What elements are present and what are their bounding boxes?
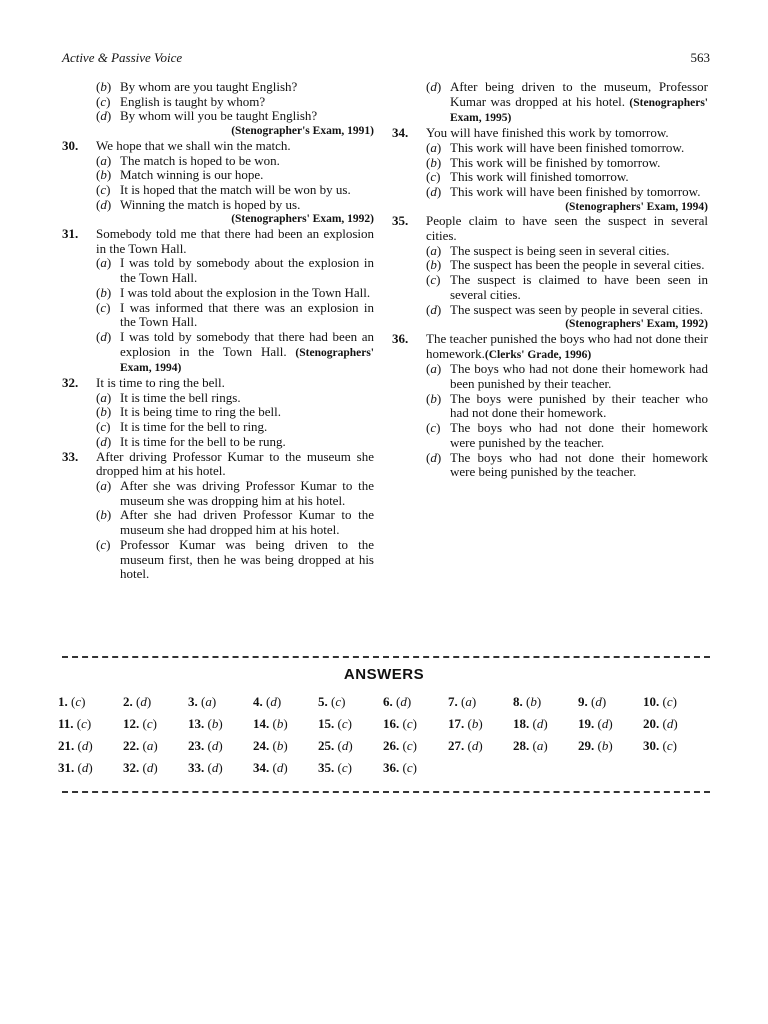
option-text: The suspect has been the people in several cities. xyxy=(450,257,705,273)
answer-item: 22. (a) xyxy=(123,738,158,753)
option-text: I was told by somebody that there had been an explosion in the Town Hall. (Stenographers' Exam, 1994) xyxy=(120,328,374,375)
question-text: People claim to have seen the suspect in several cities. xyxy=(426,213,708,244)
page-header xyxy=(62,50,710,68)
answer-item: 24. (b) xyxy=(253,738,288,753)
answer-item: 28. (a) xyxy=(513,738,548,753)
answer-item: 29. (b) xyxy=(578,738,613,753)
option-text: It is hoped that the match will be won by us. xyxy=(120,181,351,197)
option-text: This work will have been finished tomorrow. xyxy=(450,139,685,155)
answer-option xyxy=(62,256,374,285)
option-letter: (a) xyxy=(96,477,112,493)
option-letter: (d) xyxy=(96,433,112,449)
answer-option xyxy=(62,405,374,420)
question-text: It is time to ring the bell. xyxy=(96,375,225,391)
answer-option xyxy=(62,168,374,183)
option-text: The boys were punished by their teacher who had not done their homework. xyxy=(450,390,708,421)
answer-item: 14. (b) xyxy=(253,716,288,731)
question-number: 32. xyxy=(62,375,79,391)
answer-item: 11. (c) xyxy=(58,716,92,731)
exam-source: (Stenographer's Exam, 1991) xyxy=(231,125,374,138)
dashed-divider-bottom xyxy=(62,791,710,793)
option-text: Match winning is our hope. xyxy=(120,167,264,183)
left-column xyxy=(62,80,374,582)
option-text: It is time the bell rings. xyxy=(120,389,241,405)
option-letter: (b) xyxy=(426,390,442,406)
option-letter: (a) xyxy=(426,361,442,377)
question-number: 35. xyxy=(392,213,409,229)
option-text: After she had driven Professor Kumar to the museum she had dropped him at his hotel. xyxy=(120,507,374,538)
answer-option xyxy=(392,273,708,302)
option-text: I was told about the explosion in the Town Hall. xyxy=(120,284,371,300)
answer-item: 16. (c) xyxy=(383,716,417,731)
question-number: 31. xyxy=(62,226,79,242)
question-number: 33. xyxy=(62,448,79,464)
answer-option xyxy=(392,258,708,273)
option-text: Professor Kumar was being driven to the museum first, then he was being dropped at his hotel. xyxy=(120,536,374,582)
option-letter: (a) xyxy=(96,255,112,271)
exam-source: (Stenographers' Exam, 1992) xyxy=(565,318,708,331)
option-letter: (d) xyxy=(96,196,112,212)
option-text: By whom are you taught English? xyxy=(120,79,298,94)
answer-option xyxy=(62,479,374,508)
answer-item: 1. (c) xyxy=(58,694,86,709)
answer-item: 6. (d) xyxy=(383,694,412,709)
dashed-divider-top xyxy=(62,656,710,658)
answer-option xyxy=(62,154,374,169)
option-text: This work will finished tomorrow. xyxy=(450,169,629,185)
answer-option xyxy=(62,538,374,582)
answer-item: 2. (d) xyxy=(123,694,152,709)
option-text: I was told by somebody about the explosion in the Town Hall. xyxy=(120,255,374,286)
option-letter: (a) xyxy=(426,242,442,258)
question xyxy=(392,214,708,243)
answer-option xyxy=(392,244,708,259)
option-letter: (b) xyxy=(426,154,442,170)
option-text: After she was driving Professor Kumar to the museum she was dropping him at his hotel. xyxy=(120,477,374,508)
option-letter: (b) xyxy=(96,79,112,94)
answer-option xyxy=(392,185,708,200)
answer-option xyxy=(392,392,708,421)
answer-item: 23. (d) xyxy=(188,738,223,753)
question-number: 30. xyxy=(62,137,79,153)
answer-option xyxy=(62,183,374,198)
right-column xyxy=(392,80,708,480)
exam-source: (Clerks' Grade, 1996) xyxy=(484,348,592,361)
option-letter: (d) xyxy=(426,301,442,317)
exam-source: (Stenographers' Exam, 1995) xyxy=(450,96,708,125)
question-text: We hope that we shall win the match. xyxy=(96,137,291,153)
question xyxy=(62,139,374,154)
option-letter: (c) xyxy=(96,536,111,552)
answer-option xyxy=(62,420,374,435)
answer-item: 10. (c) xyxy=(643,694,677,709)
exam-source: (Stenographers' Exam, 1994) xyxy=(565,200,708,213)
answer-option xyxy=(392,362,708,391)
exam-source: (Stenographers' Exam, 1994) xyxy=(120,346,374,375)
option-letter: (c) xyxy=(96,181,111,197)
question-text: You will have finished this work by tomorrow. xyxy=(426,125,669,141)
option-text: The match is hoped to be won. xyxy=(120,152,280,168)
option-letter: (a) xyxy=(426,139,442,155)
option-text: English is taught by whom? xyxy=(120,93,266,109)
option-text: After being driven to the museum, Professor Kumar was dropped at his hotel. (Stenographers' Exam, 1995) xyxy=(450,79,708,125)
answer-option xyxy=(392,170,708,185)
question xyxy=(62,376,374,391)
option-text: The boys who had not done their homework were punished by the teacher. xyxy=(450,420,708,450)
option-text: This work will have been finished by tomorrow. xyxy=(450,183,701,199)
answer-option xyxy=(392,156,708,171)
option-text: It is time for the bell to be rung. xyxy=(120,433,286,449)
answer-item: 13. (b) xyxy=(188,716,223,731)
answer-option xyxy=(62,301,374,330)
answer-option xyxy=(392,303,708,318)
option-text: The suspect is claimed to have been seen in several cities. xyxy=(450,272,708,302)
question-number: 36. xyxy=(392,330,409,346)
option-text: The boys who had not done their homework were being punished by the teacher. xyxy=(450,449,708,480)
answer-option xyxy=(62,80,374,95)
answers-grid xyxy=(58,694,708,776)
answer-option xyxy=(62,198,374,213)
option-letter: (a) xyxy=(96,152,112,168)
option-letter: (b) xyxy=(426,257,442,273)
option-letter: (b) xyxy=(96,284,112,300)
answer-item: 4. (d) xyxy=(253,694,282,709)
question xyxy=(392,332,708,362)
answer-item: 31. (d) xyxy=(58,760,93,775)
answer-option xyxy=(392,80,708,126)
question xyxy=(62,450,374,479)
answer-item: 36. (c) xyxy=(383,760,417,775)
answer-item: 12. (c) xyxy=(123,716,157,731)
question xyxy=(62,227,374,256)
question-number: 34. xyxy=(392,125,409,141)
answer-option xyxy=(62,508,374,537)
option-letter: (d) xyxy=(426,449,442,465)
option-letter: (c) xyxy=(426,169,441,185)
answer-item: 3. (a) xyxy=(188,694,217,709)
answer-option xyxy=(62,391,374,406)
option-text: The boys who had not done their homework had been punished by their teacher. xyxy=(450,361,708,392)
page-number: 563 xyxy=(690,50,710,65)
option-letter: (d) xyxy=(96,108,112,124)
answer-item: 8. (b) xyxy=(513,694,542,709)
option-text: Winning the match is hoped by us. xyxy=(120,196,301,212)
option-text: It is being time to ring the bell. xyxy=(120,404,282,420)
answer-item: 7. (a) xyxy=(448,694,477,709)
option-letter: (c) xyxy=(96,299,111,315)
option-letter: (b) xyxy=(96,167,112,183)
option-text: The suspect is being seen in several cities. xyxy=(450,242,670,258)
option-letter: (d) xyxy=(426,79,442,94)
option-letter: (c) xyxy=(426,272,441,288)
option-letter: (a) xyxy=(96,389,112,405)
exam-source: (Stenographers' Exam, 1992) xyxy=(231,213,374,226)
answer-item: 33. (d) xyxy=(188,760,223,775)
option-letter: (c) xyxy=(96,93,111,109)
question-text: Somebody told me that there had been an explosion in the Town Hall. xyxy=(96,226,374,256)
option-text: This work will be finished by tomorrow. xyxy=(450,154,661,170)
answer-item: 34. (d) xyxy=(253,760,288,775)
answer-item: 27. (d) xyxy=(448,738,483,753)
option-text: By whom will you be taught English? xyxy=(120,108,318,124)
answer-item: 18. (d) xyxy=(513,716,548,731)
answer-option xyxy=(392,141,708,156)
answer-option xyxy=(62,330,374,376)
answers-heading: ANSWERS xyxy=(343,666,425,683)
question xyxy=(392,126,708,141)
option-letter: (d) xyxy=(96,328,112,344)
option-letter: (d) xyxy=(426,183,442,199)
option-letter: (b) xyxy=(96,507,112,523)
answer-item: 26. (c) xyxy=(383,738,417,753)
answer-item: 15. (c) xyxy=(318,716,352,731)
option-text: The suspect was seen by people in several cities. xyxy=(450,301,704,317)
answer-option xyxy=(62,286,374,301)
question-text: After driving Professor Kumar to the museum she dropped him at his hotel. xyxy=(96,448,374,479)
question-text: The teacher punished the boys who had not done their homework.(Clerks' Grade, 1996) xyxy=(426,330,708,361)
answer-item: 21. (d) xyxy=(58,738,93,753)
answer-option xyxy=(62,109,374,124)
answer-item: 19. (d) xyxy=(578,716,613,731)
option-text: I was informed that there was an explosion in the Town Hall. xyxy=(120,299,374,330)
answer-item: 25. (d) xyxy=(318,738,353,753)
answer-item: 9. (d) xyxy=(578,694,607,709)
running-head: Active & Passive Voice xyxy=(62,50,183,65)
answer-option xyxy=(62,435,374,450)
answer-item: 32. (d) xyxy=(123,760,158,775)
answer-item: 30. (c) xyxy=(643,738,677,753)
option-letter: (b) xyxy=(96,404,112,420)
answer-item: 35. (c) xyxy=(318,760,352,775)
answer-item: 20. (d) xyxy=(643,716,678,731)
answer-item: 5. (c) xyxy=(318,694,346,709)
answer-option xyxy=(392,451,708,480)
answer-option xyxy=(62,95,374,110)
answer-option xyxy=(392,421,708,450)
option-text: It is time for the bell to ring. xyxy=(120,419,268,435)
option-letter: (c) xyxy=(426,420,441,436)
option-letter: (c) xyxy=(96,419,111,435)
answer-item: 17. (b) xyxy=(448,716,483,731)
